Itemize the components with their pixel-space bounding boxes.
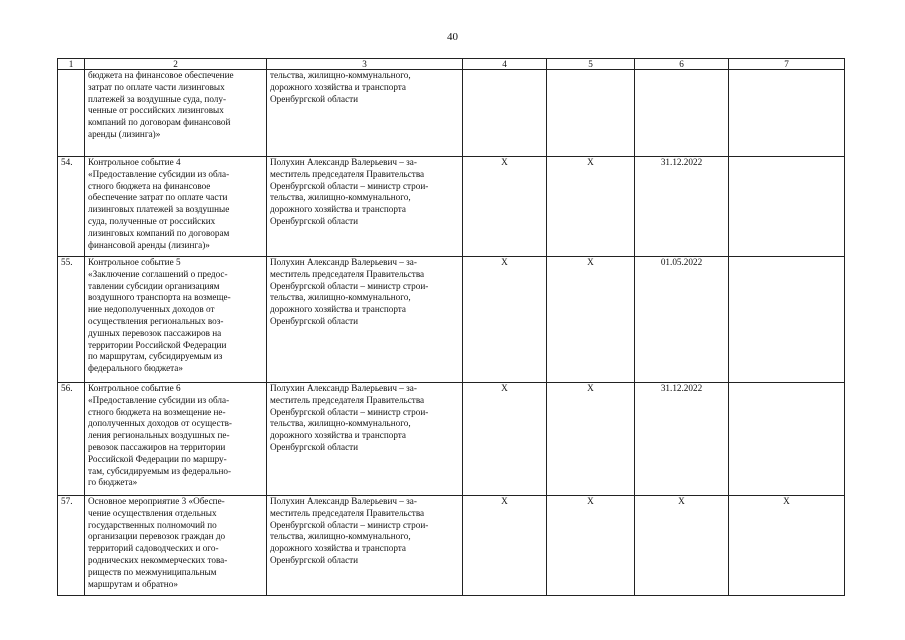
table-row [58,157,845,257]
col6-cell: X [635,496,729,596]
date-cell: 31.12.2022 [635,157,729,257]
event-cell [85,257,267,383]
table-row [58,257,845,383]
responsible-text: тельства, жилищно-коммунального, дорожного хозяйства и транспорта Оренбургской области [270,70,411,104]
col4-cell: X [463,383,547,496]
date-cell [635,70,729,157]
page-number: 40 [447,31,458,43]
col4-cell: X [463,496,547,596]
date-cell: 31.12.2022 [635,383,729,496]
event-cell [85,70,267,157]
row-number: 56. [58,383,85,496]
responsible-text: Полухин Александр Валерьевич – за- меститель председателя Правительства Оренбургской области – министр строи- тельства, жилищно-коммунального, дорожного хозяйства и транспорта Оренбургской области [270,383,429,452]
table-row [58,496,845,596]
col4-cell [463,70,547,157]
date-cell: 01.05.2022 [635,257,729,383]
responsible-text: Полухин Александр Валерьевич – за- меститель председателя Правительства Оренбургской области – министр строи- тельства, жилищно-коммунального, дорожного хозяйства и транспорта Оренбургской области [270,157,429,226]
event-text: Контрольное событие 5 «Заключение соглашений о предос- тавлении субсидии организациям воздушного транспорта на возмеще- ние недополученных доходов от осуществления региональных воз- душных перевозок пассажиров на территории Российской Федерации по маршрутам, субсидируемым из федерального бюджета» [88,257,231,374]
header-cell: 2 [85,59,267,70]
row-number: 54. [58,157,85,257]
event-cell [85,383,267,496]
col7-cell [729,257,845,383]
col5-cell: X [547,496,635,596]
event-cell [85,496,267,596]
responsible-cell [267,257,463,383]
row-number [58,70,85,157]
responsible-cell [267,383,463,496]
col4-cell: X [463,257,547,383]
event-text: Контрольное событие 6 «Предоставление субсидии из обла- стного бюджета на возмещение не- дополученных доходов от осуществ- ления региональных воздушных пе- ревозок пассажиров на территории Российской Федерации по маршру- там, субсидируемым из федерально- го бюджета» [88,383,232,488]
header-cell: 5 [547,59,635,70]
col7-cell: X [729,496,845,596]
event-text: Контрольное событие 4 «Предоставление субсидии из обла- стного бюджета на финансовое обеспечение затрат по оплате части лизинговых платежей за воздушные суда, полученные от российских лизинговых компаний по договорам финансовой аренды (лизинга)» [88,157,230,250]
col4-cell: X [463,157,547,257]
col5-cell [547,70,635,157]
header-cell: 4 [463,59,547,70]
row-number: 57. [58,496,85,596]
event-cell [85,157,267,257]
col7-cell [729,157,845,257]
plan-table [57,58,845,596]
col5-cell: X [547,157,635,257]
header-cell: 1 [58,59,85,70]
header-cell: 6 [635,59,729,70]
col7-cell [729,70,845,157]
responsible-cell [267,496,463,596]
responsible-cell [267,157,463,257]
responsible-text: Полухин Александр Валерьевич – за- меститель председателя Правительства Оренбургской области – министр строи- тельства, жилищно-коммунального, дорожного хозяйства и транспорта Оренбургской области [270,496,429,565]
header-cell: 7 [729,59,845,70]
col5-cell: X [547,257,635,383]
table-row [58,383,845,496]
responsible-cell [267,70,463,157]
header-row [58,59,845,70]
col5-cell: X [547,383,635,496]
col7-cell [729,383,845,496]
responsible-text: Полухин Александр Валерьевич – за- меститель председателя Правительства Оренбургской области – министр строи- тельства, жилищно-коммунального, дорожного хозяйства и транспорта Оренбургской области [270,257,429,326]
header-cell: 3 [267,59,463,70]
row-number: 55. [58,257,85,383]
event-text: бюджета на финансовое обеспечение затрат по оплате части лизинговых платежей за воздушные суда, полу- ченные от российских лизинговых компаний по договорам финансовой аренды (лизинга)» [88,70,234,139]
table-row [58,70,845,157]
event-text: Основное мероприятие 3 «Обеспе- чение осуществления отдельных государственных полномочий по организации перевозок граждан до территорий садоводческих и ого- роднических некоммерческих това- риществ по межмуниципальным маршрутам и обратно» [88,496,228,589]
